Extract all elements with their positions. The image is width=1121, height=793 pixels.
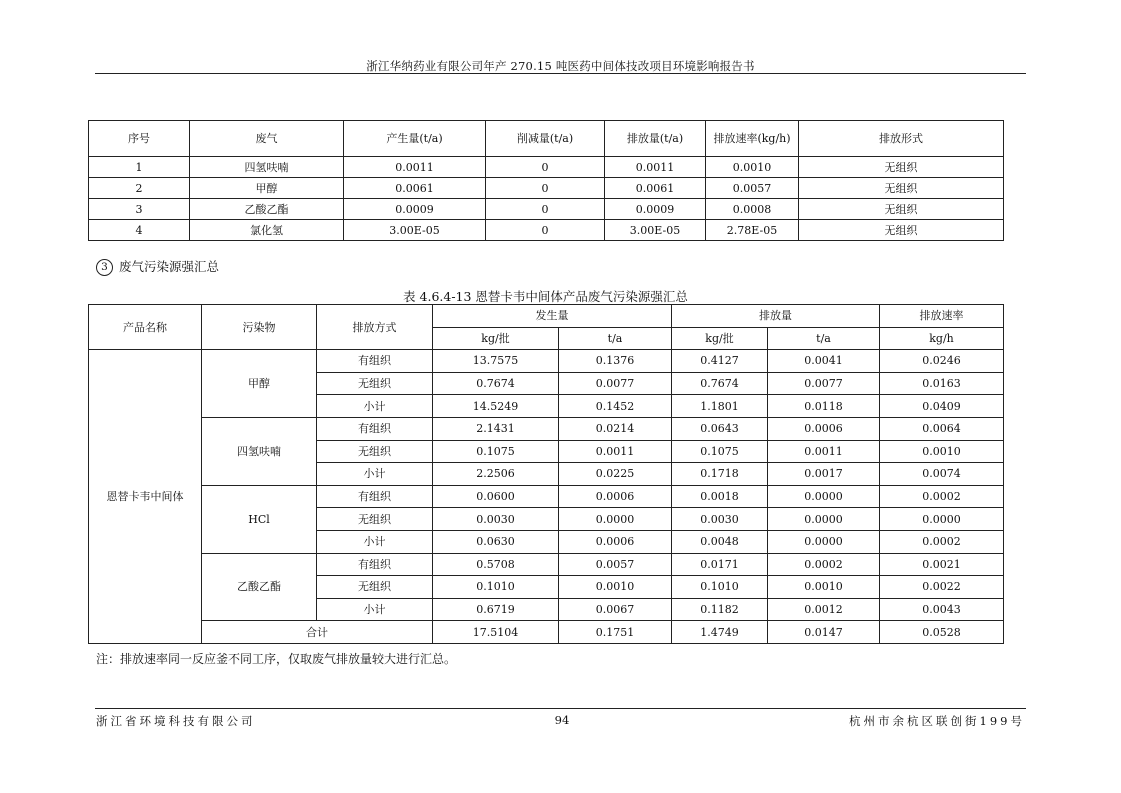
table-cell: 0.1075 [672, 440, 768, 463]
table-cell: 0.7674 [433, 372, 559, 395]
column-header: 排放速率 [880, 305, 1004, 328]
table-cell: 0.0163 [880, 372, 1004, 395]
table-cell: 有组织 [317, 485, 433, 508]
table-cell: 0.6719 [433, 598, 559, 621]
table-cell: 1.4749 [672, 621, 768, 644]
table-cell: 0.0002 [880, 530, 1004, 553]
table-cell: 无组织 [317, 372, 433, 395]
table-cell: 0 [486, 178, 605, 199]
table-cell: 0.0077 [768, 372, 880, 395]
table-cell: 0.0000 [768, 485, 880, 508]
table-row [89, 417, 1004, 440]
table-cell: 小计 [317, 598, 433, 621]
page-header-title: 浙江华纳药业有限公司年产 270.15 吨医药中间体技改项目环境影响报告书 [366, 59, 755, 73]
table-row [89, 220, 1004, 241]
table-cell: 0.0409 [880, 395, 1004, 418]
table-cell: 0 [486, 199, 605, 220]
table-cell: 0.0067 [559, 598, 672, 621]
column-header: 产品名称 [89, 305, 202, 350]
table-header-row [89, 121, 1004, 157]
table-cell: 小计 [317, 530, 433, 553]
table-cell: 0.0011 [559, 440, 672, 463]
section-title: 废气污染源强汇总 [119, 259, 220, 274]
table-cell: 0.1452 [559, 395, 672, 418]
table-cell: 无组织 [799, 220, 1004, 241]
table-cell: 2.2506 [433, 463, 559, 486]
table-cell: 0.0009 [605, 199, 706, 220]
table-cell: 四氢呋喃 [190, 157, 344, 178]
table-cell: 0.0214 [559, 417, 672, 440]
table-cell: 2.1431 [433, 417, 559, 440]
table-cell: 0.0043 [880, 598, 1004, 621]
table-cell: 0.1182 [672, 598, 768, 621]
unit-header: kg/h [880, 327, 1004, 350]
column-header: 排放量 [672, 305, 880, 328]
table-cell: 0.0021 [880, 553, 1004, 576]
table-cell: 0.0048 [672, 530, 768, 553]
table-cell: 0.0147 [768, 621, 880, 644]
table-cell: 0.0528 [880, 621, 1004, 644]
table-cell: 0.0643 [672, 417, 768, 440]
table-cell: 3.00E-05 [344, 220, 486, 241]
table-cell: 0.0000 [559, 508, 672, 531]
table-cell: 0.0061 [605, 178, 706, 199]
table-cell: 4 [89, 220, 190, 241]
table-cell: 无组织 [799, 199, 1004, 220]
table-cell: 无组织 [799, 178, 1004, 199]
table-cell: 1 [89, 157, 190, 178]
unit-header: kg/批 [672, 327, 768, 350]
table-cell: 0.0010 [768, 576, 880, 599]
table-cell: 0.0064 [880, 417, 1004, 440]
table-cell: 甲醇 [190, 178, 344, 199]
table-note: 注：排放速率同一反应釜不同工序，仅取废气排放量较大进行汇总。 [96, 652, 457, 666]
table-cell: 0.0010 [559, 576, 672, 599]
table-cell: 0.0171 [672, 553, 768, 576]
table-cell: 13.7575 [433, 350, 559, 373]
footer-divider [95, 708, 1026, 709]
header-divider [95, 73, 1026, 74]
table-cell: 0.4127 [672, 350, 768, 373]
table-cell: 0.7674 [672, 372, 768, 395]
table-cell: 17.5104 [433, 621, 559, 644]
table-cell: 无组织 [317, 508, 433, 531]
table-cell: 乙酸乙酯 [190, 199, 344, 220]
footer-company: 浙江省环境科技有限公司 [96, 714, 256, 728]
table-row [89, 485, 1004, 508]
table-cell: 0.0011 [344, 157, 486, 178]
table-cell: 0.0000 [768, 508, 880, 531]
table-cell: 0.0009 [344, 199, 486, 220]
pollutant-cell: 乙酸乙酯 [202, 553, 317, 621]
table-cell: 氯化氢 [190, 220, 344, 241]
table-cell: 1.1801 [672, 395, 768, 418]
table-cell: 0.0006 [768, 417, 880, 440]
table-cell: 0.0017 [768, 463, 880, 486]
table-cell: 0.1718 [672, 463, 768, 486]
footer-address: 杭州市余杭区联创街199号 [849, 714, 1025, 728]
table-cell: 0.0246 [880, 350, 1004, 373]
column-header: 削减量(t/a) [486, 121, 605, 157]
table-cell: 0.0012 [768, 598, 880, 621]
table-header-row [89, 305, 1004, 328]
table-cell: 0.0061 [344, 178, 486, 199]
column-header: 污染物 [202, 305, 317, 350]
table-cell: 0.0600 [433, 485, 559, 508]
table-row [89, 178, 1004, 199]
table-cell: 0.0000 [880, 508, 1004, 531]
table-cell: 0.0030 [433, 508, 559, 531]
column-header: 废气 [190, 121, 344, 157]
pollutant-cell: 甲醇 [202, 350, 317, 418]
table-cell: 3.00E-05 [605, 220, 706, 241]
table-cell: 0.1376 [559, 350, 672, 373]
product-name-cell: 恩替卡韦中间体 [89, 350, 202, 644]
table-cell: 0 [486, 220, 605, 241]
unit-header: t/a [559, 327, 672, 350]
table-cell: 0.0010 [706, 157, 799, 178]
table-cell: 无组织 [317, 576, 433, 599]
table-row [89, 553, 1004, 576]
table-cell: 0.0008 [706, 199, 799, 220]
table-row [89, 199, 1004, 220]
pollutant-cell: 四氢呋喃 [202, 417, 317, 485]
pollutant-cell: HCl [202, 485, 317, 553]
table-cell: 小计 [317, 395, 433, 418]
table-cell: 有组织 [317, 553, 433, 576]
table-cell: 无组织 [317, 440, 433, 463]
table-cell: 0.0057 [706, 178, 799, 199]
table-cell: 0.0011 [768, 440, 880, 463]
emission-summary-table [88, 120, 1004, 241]
unit-header: kg/批 [433, 327, 559, 350]
page-number: 94 [554, 713, 570, 727]
section-heading [96, 257, 219, 276]
column-header: 发生量 [433, 305, 672, 328]
table-cell: 0 [486, 157, 605, 178]
table-cell: 0.0630 [433, 530, 559, 553]
table-cell: 2.78E-05 [706, 220, 799, 241]
table-cell: 3 [89, 199, 190, 220]
table-cell: 有组织 [317, 350, 433, 373]
table-cell: 2 [89, 178, 190, 199]
table-cell: 0.0074 [880, 463, 1004, 486]
table-cell: 0.0041 [768, 350, 880, 373]
column-header: 排放方式 [317, 305, 433, 350]
table-row [89, 350, 1004, 373]
table-cell: 小计 [317, 463, 433, 486]
total-row [89, 621, 1004, 644]
table-cell: 0.1075 [433, 440, 559, 463]
product-emission-table [88, 304, 1004, 644]
table-cell: 0.0006 [559, 530, 672, 553]
column-header: 排放速率(kg/h) [706, 121, 799, 157]
table-cell: 0.0077 [559, 372, 672, 395]
table-cell: 0.5708 [433, 553, 559, 576]
table-cell: 0.0002 [768, 553, 880, 576]
table-cell: 0.0002 [880, 485, 1004, 508]
table-caption: 表 4.6.4-13 恩替卡韦中间体产品废气污染源强汇总 [403, 289, 688, 304]
column-header: 排放形式 [799, 121, 1004, 157]
column-header: 排放量(t/a) [605, 121, 706, 157]
table-cell: 0.0118 [768, 395, 880, 418]
table-cell: 0.0011 [605, 157, 706, 178]
table-cell: 无组织 [799, 157, 1004, 178]
table-cell: 14.5249 [433, 395, 559, 418]
table-cell: 0.0006 [559, 485, 672, 508]
table-cell: 0.0225 [559, 463, 672, 486]
table-cell: 0.0018 [672, 485, 768, 508]
table-cell: 0.1010 [672, 576, 768, 599]
column-header: 产生量(t/a) [344, 121, 486, 157]
table-cell: 0.0030 [672, 508, 768, 531]
table-cell: 0.0022 [880, 576, 1004, 599]
unit-header: t/a [768, 327, 880, 350]
table-cell: 0.0000 [768, 530, 880, 553]
table-cell: 0.0057 [559, 553, 672, 576]
column-header: 序号 [89, 121, 190, 157]
table-row [89, 157, 1004, 178]
table-cell: 0.1010 [433, 576, 559, 599]
table-cell: 有组织 [317, 417, 433, 440]
table-cell: 0.0010 [880, 440, 1004, 463]
total-label: 合计 [202, 621, 433, 644]
circled-number: 3 [96, 259, 113, 276]
table-cell: 0.1751 [559, 621, 672, 644]
